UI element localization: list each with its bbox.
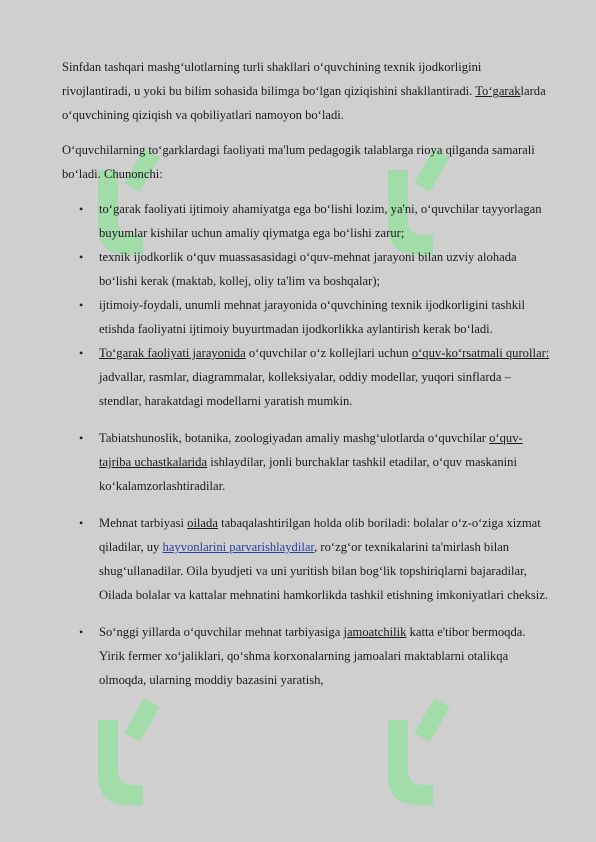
list-item: • to‘garak faoliyati ijtimoiy ahamiyatga ega bo‘lishi lozim, ya'ni, o‘quvchilar tayyorlagan buyumlar kishilar uchun amaliy qiymatga ega bo‘lishi zarur; xyxy=(62,197,552,245)
list-item xyxy=(62,341,552,413)
list-item xyxy=(62,620,552,692)
list-item: • texnik ijodkorlik o‘quv muassasasidagi o‘quv-mehnat jarayoni bilan uzviy alohada bo‘lishi kerak (maktab, kollej, oliy ta'lim va boshqalar); xyxy=(62,245,552,293)
hyperlink-oquv-tajriba[interactable]: o‘quv-tajriba uchastkalarida xyxy=(99,431,523,469)
list-item-text: tabaqalashtirilgan holda olib boriladi: bolalar o‘z-o‘ziga xizmat qiladilar, uy xyxy=(99,516,541,554)
watermark-logo xyxy=(368,690,478,810)
hyperlink-togarak-faoliyati[interactable]: To‘garak faoliyati jarayonida xyxy=(99,346,246,360)
list-item-text: katta e'tibor bermoqda. Yirik fermer xo‘jaliklari, qo‘shma korxonalarning jamoalari maktablarni otalikqa olmoqda, ularning moddiy bazasini yaratish, xyxy=(99,625,526,687)
list-item-text: , ro‘zg‘or texnikalarini ta'mirlash bilan shug‘ullanadilar. Oila byudjeti va uni yuritish bilan bog‘lik topshiriqlarni bajaradilar, Oilada bolalar va kattalar mehnatini hamkorlikda tashkil etishning imkoniyatlari cheksiz. xyxy=(99,540,549,602)
list-item-text: o‘quvchilar o‘z kollejlari uchun xyxy=(245,346,412,360)
list-item xyxy=(62,426,552,498)
hyperlink-hayvonlarini[interactable]: hayvonlarini parvarishlaydilar xyxy=(162,540,315,554)
document-body xyxy=(62,55,552,692)
list-item-text: Tabiatshunoslik, botanika, zoologiyadan amaliy mashg‘ulotlarda o‘quvchilar xyxy=(99,431,490,445)
list-item: • ijtimoiy-foydali, unumli mehnat jarayonida o‘quvchining texnik ijodkorligini tashkil etishda faoliyatni ijtimoiy buyurtmadan ijodkorlikka aylantirish kerak bo‘ladi. xyxy=(62,293,552,341)
list-item xyxy=(62,511,552,607)
list-item-text: So‘nggi yillarda o‘quvchilar mehnat tarbiyasiga xyxy=(99,625,344,639)
list-item-text: jadvallar, rasmlar, diagrammalar, kolleksiyalar, oddiy modellar, yuqori sinflarda – stendlar, harakatdagi modellarni yaratish mumkin. xyxy=(99,370,511,408)
hyperlink-oilada[interactable]: oilada xyxy=(187,516,218,530)
paragraph: O‘quvchilarning to‘garklardagi faoliyati ma'lum pedagogik talablarga rioya qilganda samarali bo‘ladi. Chunonchi: xyxy=(62,143,535,181)
bullet-list xyxy=(62,197,552,692)
paragraph-text: larda o‘quvchining qiziqish va qobiliyatlari namoyon bo‘ladi. xyxy=(62,84,546,122)
list-item-text: Mehnat tarbiyasi xyxy=(99,516,188,530)
watermark-logo xyxy=(78,690,188,810)
hyperlink-oquv-korsatmali[interactable]: o‘quv-ko‘rsatmali qurollar: xyxy=(411,346,550,360)
paragraph xyxy=(62,55,552,127)
paragraph-text: Sinfdan tashqari mashg‘ulotlarning turli shakllari o‘quvchining texnik ijodkorligini rivojlantiradi, u yoki bu bilim sohasida bilimga bo‘lgan qiziqishini shakllantiradi. xyxy=(62,60,482,98)
hyperlink-togarak[interactable]: To‘garak xyxy=(475,84,521,98)
list-item-text: ishlaydilar, jonli burchaklar tashkil etadilar, o‘quv maskanini ko‘kalamzorlashtiradilar. xyxy=(99,455,517,493)
hyperlink-jamoatchilik[interactable]: jamoatchilik xyxy=(343,625,407,639)
